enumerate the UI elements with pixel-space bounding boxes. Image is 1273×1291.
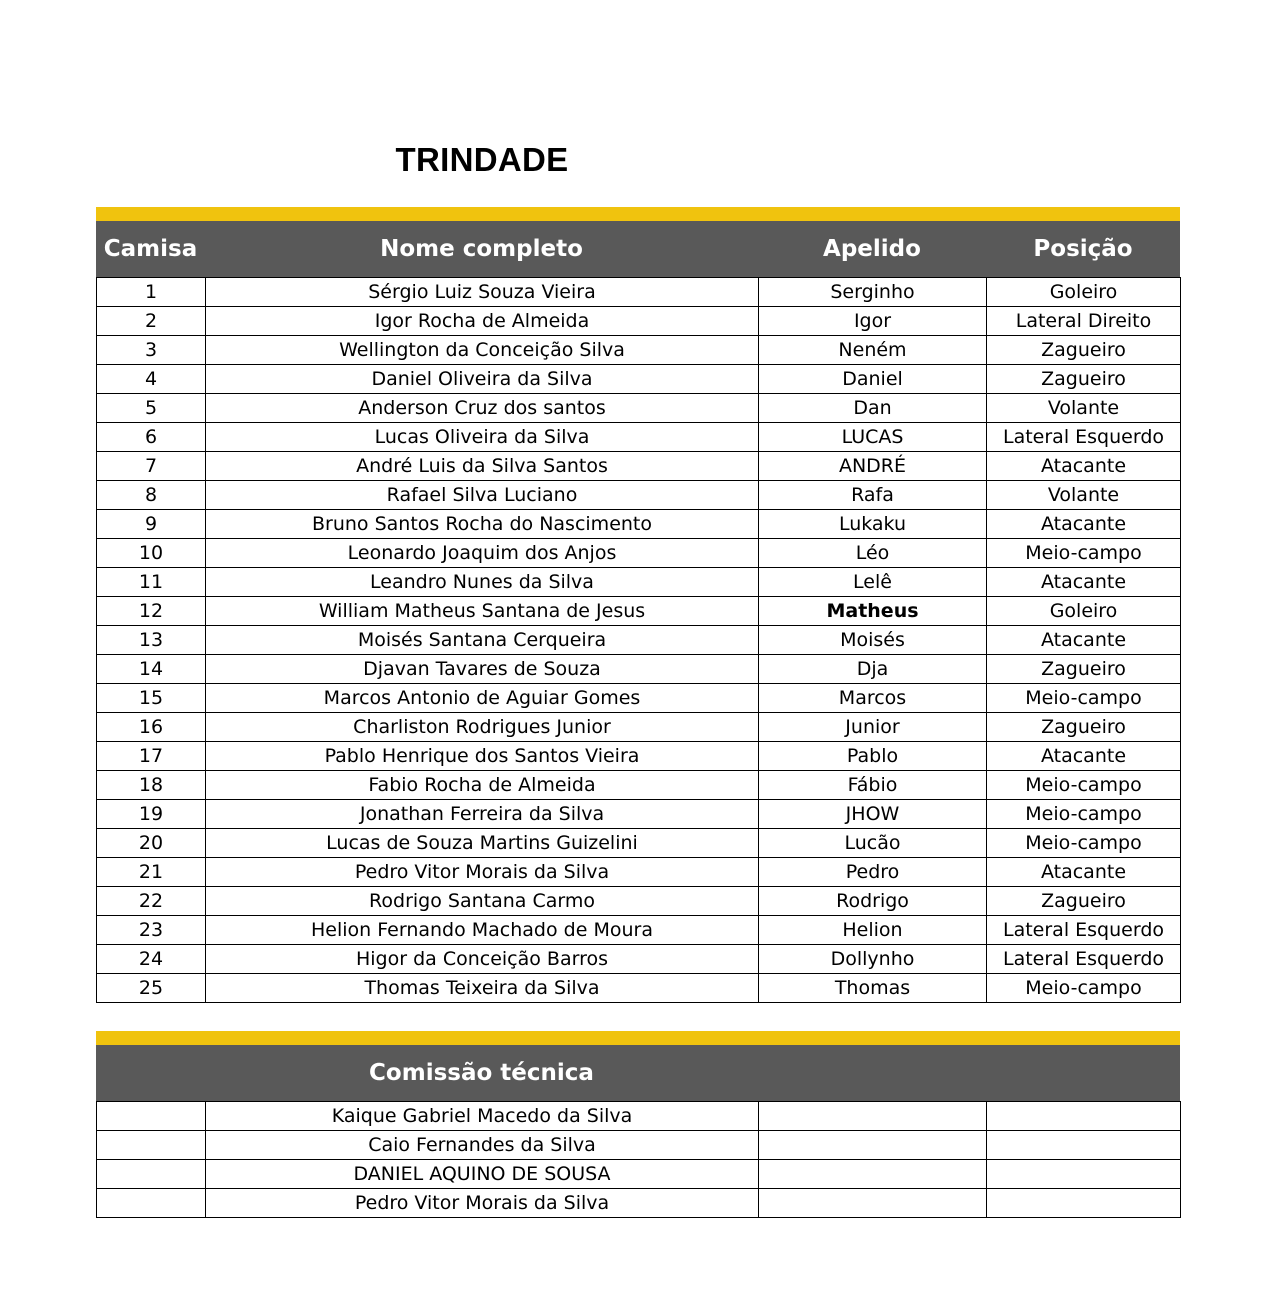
cell-nome: Pablo Henrique dos Santos Vieira [206, 742, 759, 771]
cell-nome: Lucas de Souza Martins Guizelini [206, 829, 759, 858]
cell-apelido: Serginho [759, 278, 987, 307]
table-row [97, 510, 1181, 539]
cell-apelido: Lucão [759, 829, 987, 858]
cell-posicao: Meio-campo [987, 684, 1181, 713]
table-row [97, 945, 1181, 974]
table-row [97, 626, 1181, 655]
cell-posicao: Zagueiro [987, 365, 1181, 394]
cell-empty [97, 1102, 206, 1131]
cell-posicao: Lateral Esquerdo [987, 423, 1181, 452]
cell-nome: Leonardo Joaquim dos Anjos [206, 539, 759, 568]
cell-nome: Moisés Santana Cerqueira [206, 626, 759, 655]
cell-empty [97, 1160, 206, 1189]
cell-apelido: LUCAS [759, 423, 987, 452]
table-row [97, 1102, 1181, 1131]
cell-apelido: Léo [759, 539, 987, 568]
cell-camisa: 22 [97, 887, 206, 916]
cell-apelido: Dja [759, 655, 987, 684]
page-title: TRINDADE [395, 141, 569, 178]
cell-apelido: Marcos [759, 684, 987, 713]
cell-nome: Lucas Oliveira da Silva [206, 423, 759, 452]
cell-posicao: Volante [987, 481, 1181, 510]
cell-posicao: Zagueiro [987, 887, 1181, 916]
cell-camisa: 1 [97, 278, 206, 307]
cell-camisa: 23 [97, 916, 206, 945]
table-row [97, 481, 1181, 510]
cell-nome: Djavan Tavares de Souza [206, 655, 759, 684]
cell-staff-nome: Pedro Vitor Morais da Silva [206, 1189, 759, 1218]
table-row [97, 278, 1181, 307]
cell-camisa: 15 [97, 684, 206, 713]
cell-camisa: 12 [97, 597, 206, 626]
table-row [97, 800, 1181, 829]
cell-empty [759, 1131, 987, 1160]
cell-camisa: 14 [97, 655, 206, 684]
cell-staff-nome: Caio Fernandes da Silva [206, 1131, 759, 1160]
cell-apelido: Pablo [759, 742, 987, 771]
table-row [97, 684, 1181, 713]
cell-apelido: JHOW [759, 800, 987, 829]
cell-posicao: Atacante [987, 568, 1181, 597]
cell-posicao: Goleiro [987, 597, 1181, 626]
table-row [97, 742, 1181, 771]
header-apelido: Apelido [823, 236, 921, 262]
cell-camisa: 20 [97, 829, 206, 858]
cell-posicao: Lateral Esquerdo [987, 945, 1181, 974]
table-row [97, 423, 1181, 452]
cell-apelido: Helion [759, 916, 987, 945]
cell-nome: Rodrigo Santana Carmo [206, 887, 759, 916]
cell-posicao: Atacante [987, 510, 1181, 539]
cell-apelido: ANDRÉ [759, 452, 987, 481]
cell-apelido: Rafa [759, 481, 987, 510]
cell-posicao: Volante [987, 394, 1181, 423]
cell-staff-nome: DANIEL AQUINO DE SOUSA [206, 1160, 759, 1189]
cell-apelido: Rodrigo [759, 887, 987, 916]
cell-posicao: Atacante [987, 626, 1181, 655]
cell-camisa: 5 [97, 394, 206, 423]
cell-apelido: Moisés [759, 626, 987, 655]
cell-empty [987, 1160, 1181, 1189]
table-row [97, 336, 1181, 365]
cell-posicao: Meio-campo [987, 974, 1181, 1003]
table-row [97, 916, 1181, 945]
cell-nome: Thomas Teixeira da Silva [206, 974, 759, 1003]
cell-nome: Bruno Santos Rocha do Nascimento [206, 510, 759, 539]
cell-camisa: 3 [97, 336, 206, 365]
cell-camisa: 7 [97, 452, 206, 481]
table-row [97, 452, 1181, 481]
staff-accent-bar [96, 1031, 1180, 1045]
cell-camisa: 6 [97, 423, 206, 452]
header-camisa: Camisa [103, 236, 198, 262]
table-row [97, 974, 1181, 1003]
cell-empty [97, 1131, 206, 1160]
table-row [97, 539, 1181, 568]
table-row [97, 858, 1181, 887]
cell-empty [987, 1102, 1181, 1131]
cell-apelido: Igor [759, 307, 987, 336]
cell-camisa: 25 [97, 974, 206, 1003]
staff-table [96, 1101, 1181, 1218]
cell-empty [987, 1189, 1181, 1218]
cell-empty [759, 1160, 987, 1189]
cell-nome: Pedro Vitor Morais da Silva [206, 858, 759, 887]
cell-camisa: 24 [97, 945, 206, 974]
cell-empty [97, 1189, 206, 1218]
cell-posicao: Zagueiro [987, 336, 1181, 365]
players-table [96, 277, 1181, 1003]
cell-camisa: 2 [97, 307, 206, 336]
cell-apelido: Dan [759, 394, 987, 423]
cell-posicao: Atacante [987, 452, 1181, 481]
cell-camisa: 18 [97, 771, 206, 800]
table-row [97, 1189, 1181, 1218]
cell-empty [759, 1189, 987, 1218]
cell-camisa: 10 [97, 539, 206, 568]
cell-apelido: Junior [759, 713, 987, 742]
cell-nome: André Luis da Silva Santos [206, 452, 759, 481]
cell-camisa: 19 [97, 800, 206, 829]
cell-posicao: Meio-campo [987, 800, 1181, 829]
players-table-header [96, 221, 1180, 277]
table-row [97, 1131, 1181, 1160]
cell-camisa: 17 [97, 742, 206, 771]
cell-posicao: Goleiro [987, 278, 1181, 307]
cell-nome: Fabio Rocha de Almeida [206, 771, 759, 800]
header-nome: Nome completo [380, 236, 583, 262]
cell-nome: Sérgio Luiz Souza Vieira [206, 278, 759, 307]
cell-staff-nome: Kaique Gabriel Macedo da Silva [206, 1102, 759, 1131]
cell-camisa: 11 [97, 568, 206, 597]
cell-apelido: Daniel [759, 365, 987, 394]
cell-posicao: Lateral Direito [987, 307, 1181, 336]
staff-table-header [96, 1045, 1180, 1101]
cell-posicao: Meio-campo [987, 771, 1181, 800]
cell-camisa: 13 [97, 626, 206, 655]
table-row [97, 307, 1181, 336]
table-row [97, 1160, 1181, 1189]
players-accent-bar [96, 207, 1180, 221]
cell-posicao: Zagueiro [987, 655, 1181, 684]
cell-nome: Charliston Rodrigues Junior [206, 713, 759, 742]
cell-apelido: Thomas [759, 974, 987, 1003]
cell-posicao: Zagueiro [987, 713, 1181, 742]
cell-camisa: 16 [97, 713, 206, 742]
table-row [97, 829, 1181, 858]
cell-apelido: Dollynho [759, 945, 987, 974]
cell-posicao: Atacante [987, 858, 1181, 887]
header-comissao-tecnica: Comissão técnica [369, 1060, 594, 1086]
cell-nome: Daniel Oliveira da Silva [206, 365, 759, 394]
cell-nome: Wellington da Conceição Silva [206, 336, 759, 365]
cell-empty [987, 1131, 1181, 1160]
cell-apelido: Lukaku [759, 510, 987, 539]
cell-nome: Anderson Cruz dos santos [206, 394, 759, 423]
cell-nome: Helion Fernando Machado de Moura [206, 916, 759, 945]
cell-camisa: 8 [97, 481, 206, 510]
cell-empty [759, 1102, 987, 1131]
cell-nome: Rafael Silva Luciano [206, 481, 759, 510]
cell-posicao: Lateral Esquerdo [987, 916, 1181, 945]
cell-camisa: 9 [97, 510, 206, 539]
cell-posicao: Atacante [987, 742, 1181, 771]
cell-camisa: 4 [97, 365, 206, 394]
table-row [97, 568, 1181, 597]
cell-posicao: Meio-campo [987, 539, 1181, 568]
table-row [97, 365, 1181, 394]
table-row [97, 771, 1181, 800]
table-row [97, 597, 1181, 626]
cell-nome: Leandro Nunes da Silva [206, 568, 759, 597]
cell-nome: Higor da Conceição Barros [206, 945, 759, 974]
cell-nome: Igor Rocha de Almeida [206, 307, 759, 336]
cell-apelido: Fábio [759, 771, 987, 800]
cell-apelido: Lelê [759, 568, 987, 597]
table-row [97, 394, 1181, 423]
cell-apelido: Matheus [759, 597, 987, 626]
header-posicao: Posição [1033, 236, 1133, 262]
cell-nome: Jonathan Ferreira da Silva [206, 800, 759, 829]
cell-apelido: Neném [759, 336, 987, 365]
cell-camisa: 21 [97, 858, 206, 887]
table-row [97, 655, 1181, 684]
table-row [97, 713, 1181, 742]
cell-nome: William Matheus Santana de Jesus [206, 597, 759, 626]
cell-apelido: Pedro [759, 858, 987, 887]
cell-nome: Marcos Antonio de Aguiar Gomes [206, 684, 759, 713]
table-row [97, 887, 1181, 916]
cell-posicao: Meio-campo [987, 829, 1181, 858]
